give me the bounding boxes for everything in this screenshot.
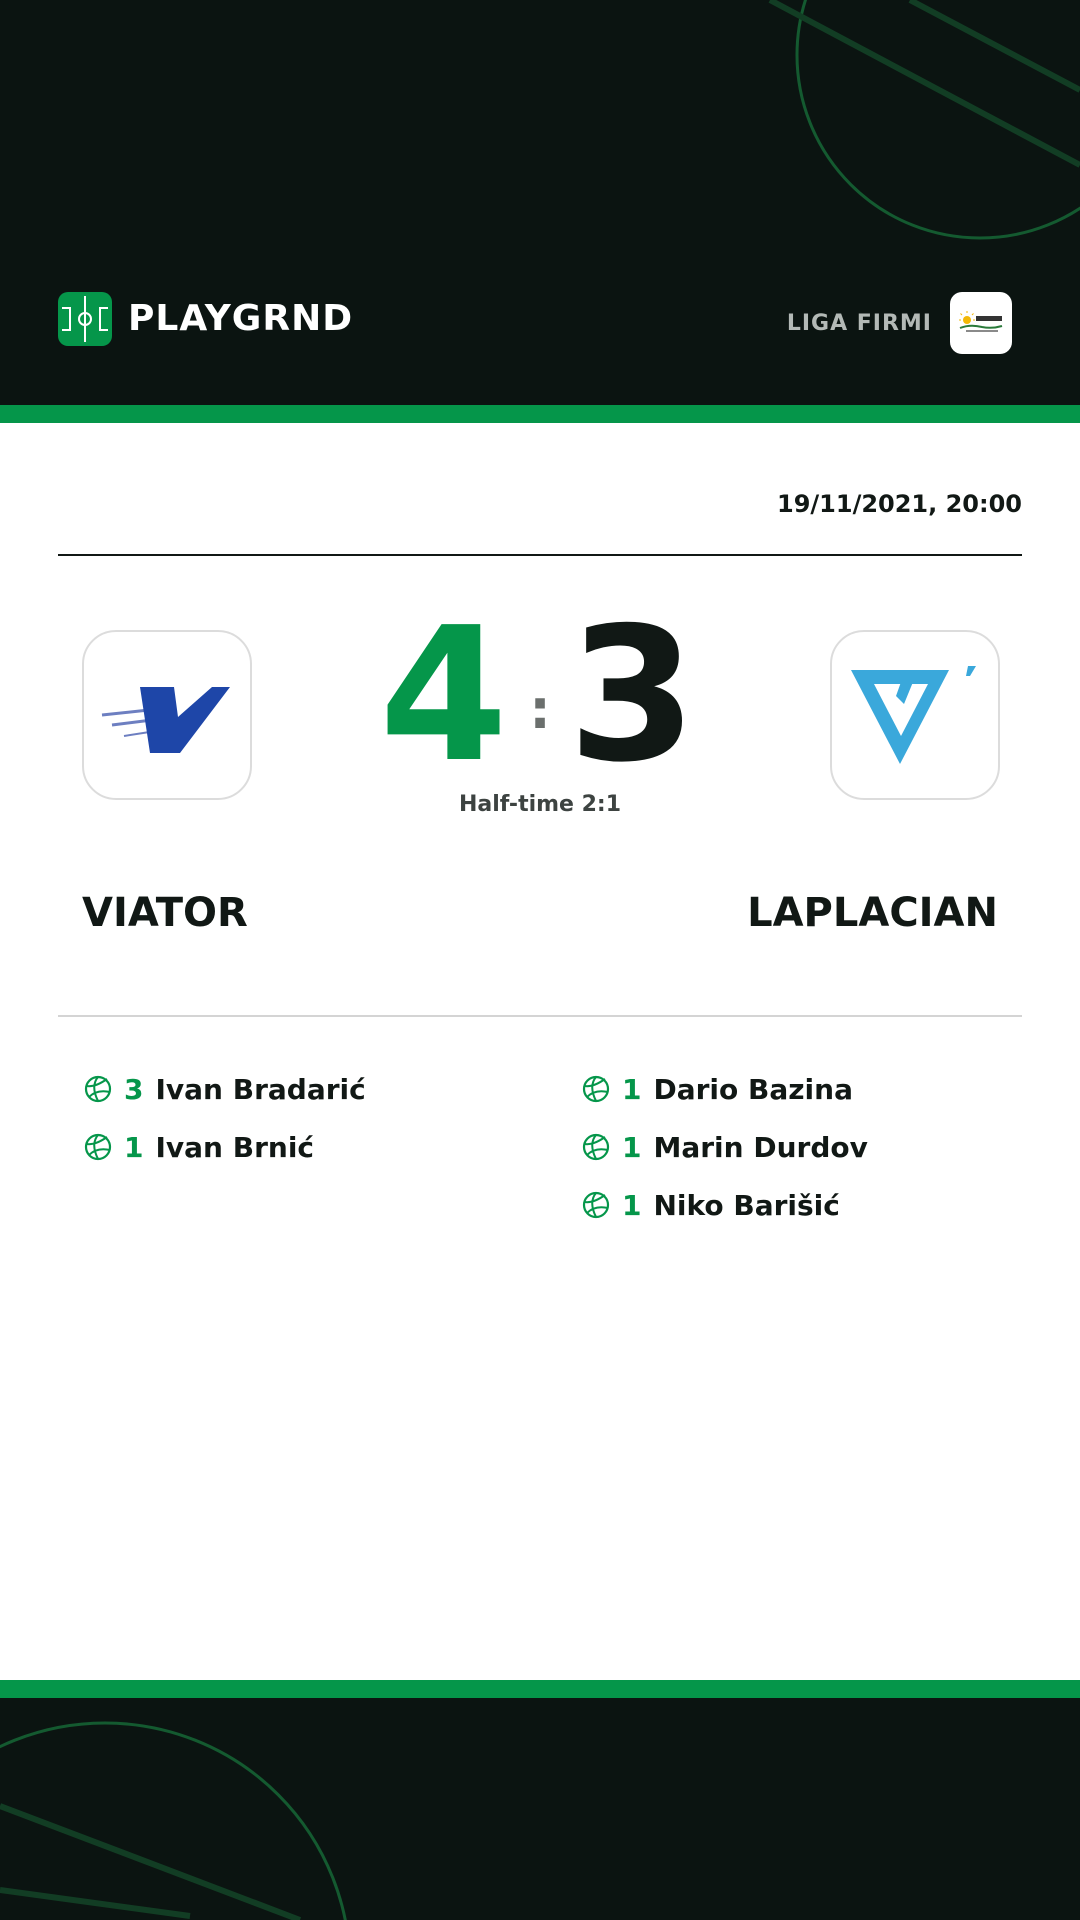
away-scorers-list <box>582 1060 868 1234</box>
home-scorers-list <box>84 1060 366 1176</box>
scorer-item <box>582 1176 868 1234</box>
scorer-name: Niko Barišić <box>653 1188 840 1222</box>
scorer-name: Ivan Brnić <box>155 1130 315 1164</box>
ball-icon <box>582 1191 610 1219</box>
scorer-goals: 1 <box>622 1130 642 1164</box>
divider <box>58 554 1022 556</box>
scorer-goals: 1 <box>124 1130 144 1164</box>
ball-icon <box>84 1075 112 1103</box>
header-stripe <box>0 405 1080 423</box>
scorer-item <box>84 1118 366 1176</box>
scorer-name: Ivan Bradarić <box>155 1072 366 1106</box>
scorer-item <box>582 1118 868 1176</box>
ball-icon <box>84 1133 112 1161</box>
match-datetime: 19/11/2021, 20:00 <box>777 490 1022 518</box>
home-team-name[interactable]: VIATOR <box>82 890 248 936</box>
scoreboard <box>0 587 1080 803</box>
league[interactable] <box>787 292 1012 354</box>
brand[interactable] <box>58 292 353 346</box>
away-team-name[interactable]: LAPLACIAN <box>747 890 998 936</box>
halftime-score: Half-time 2:1 <box>458 792 622 817</box>
score-separator: : <box>529 678 551 741</box>
away-score: 3 <box>568 587 697 803</box>
header <box>0 0 1080 405</box>
divider <box>58 1015 1022 1017</box>
home-score: 4 <box>379 587 508 803</box>
scorer-item <box>84 1060 366 1118</box>
scorer-goals: 3 <box>124 1072 144 1106</box>
pitch-lines-decoration <box>0 1698 1080 1920</box>
footer <box>0 1698 1080 1920</box>
footer-stripe <box>0 1680 1080 1698</box>
scorer-goals: 1 <box>622 1188 642 1222</box>
brand-name: PLAYGRND <box>128 298 354 339</box>
scorer-item <box>582 1060 868 1118</box>
scorer-name: Marin Durdov <box>653 1130 868 1164</box>
suncity-logo-icon <box>950 292 1012 354</box>
ball-icon <box>582 1075 610 1103</box>
scorer-name: Dario Bazina <box>653 1072 853 1106</box>
pitch-icon <box>58 292 112 346</box>
ball-icon <box>582 1133 610 1161</box>
scorer-goals: 1 <box>622 1072 642 1106</box>
league-name: LIGA FIRMI <box>786 310 932 336</box>
